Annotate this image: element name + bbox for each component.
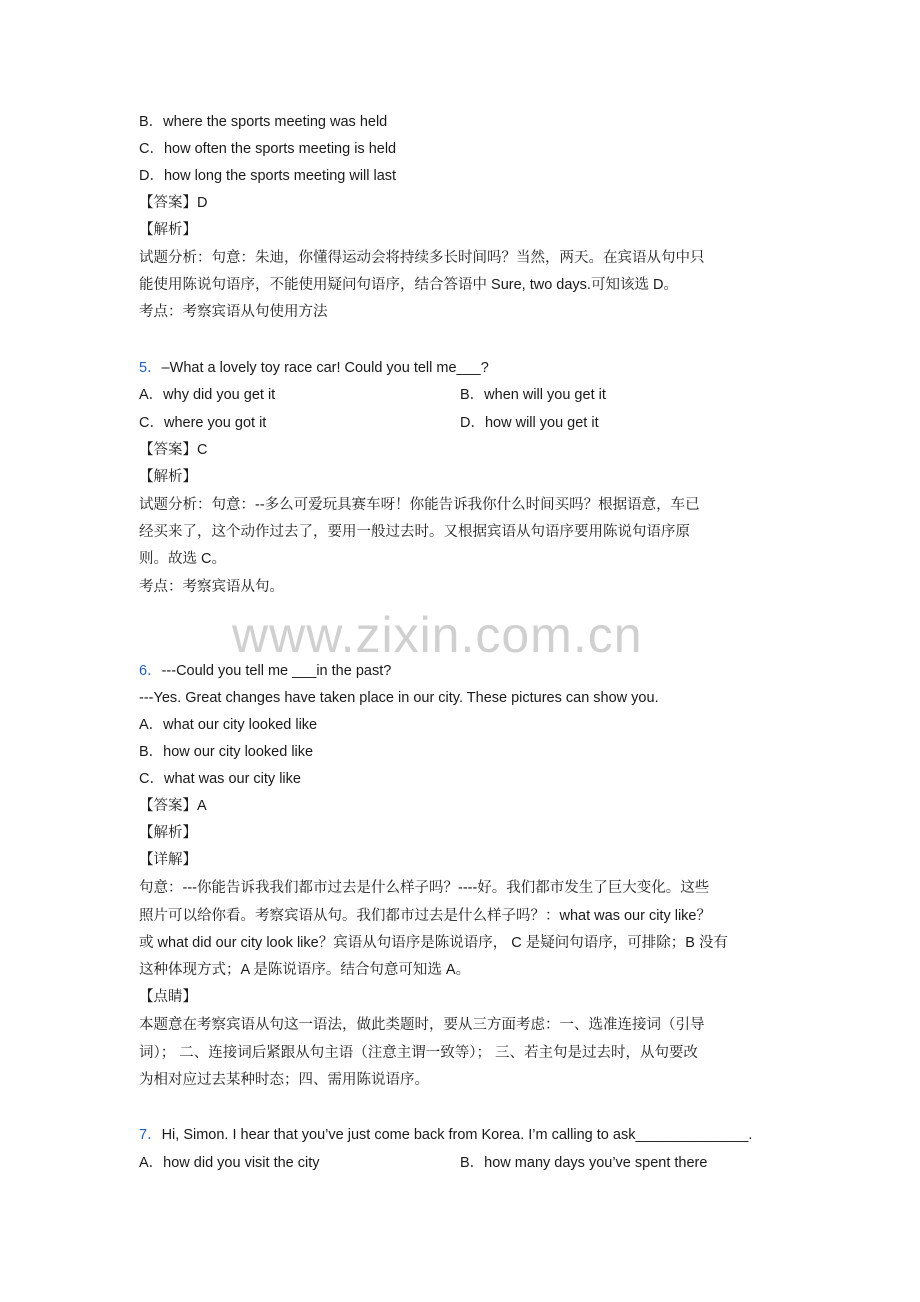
q5-number: 5． bbox=[139, 360, 162, 376]
q5-analysis-line: 则。故选 C。 bbox=[139, 551, 226, 567]
q6-option-a: A．what our city looked like bbox=[139, 717, 318, 733]
q6-stem-text: ---Could you tell me ___in the past? bbox=[161, 663, 392, 679]
q6-detail-line: 这种体现方式；A 是陈说语序。结合句意可知选 A。 bbox=[139, 962, 471, 978]
q4-analysis-line: 能使用陈说句语序，不能使用疑问句语序，结合答语中 Sure, two days.可知该选 D。 bbox=[139, 277, 678, 293]
q4-option-d: D．how long the sports meeting will last bbox=[139, 168, 397, 184]
q6-tip-line: 本题意在考察宾语从句这一语法，做此类题时，要从三方面考虑：一、选准连接词（引导 bbox=[139, 1017, 705, 1033]
q6-tip-line: 词）； 二、连接词后紧跟从句主语（注意主谓一致等）； 三、若主句是过去时，从句要改 bbox=[139, 1045, 699, 1061]
q7-stem-text: Hi, Simon. I hear that you’ve just come back from Korea. I’m calling to ask______________. bbox=[161, 1127, 753, 1143]
q5-option-c: C．where you got it bbox=[139, 415, 267, 431]
q4-point: 考点：考察宾语从句使用方法 bbox=[139, 304, 328, 320]
q7-stem bbox=[139, 1125, 752, 1145]
q4-answer: 【答案】D bbox=[139, 195, 208, 211]
q6-tip-title: 【点睛】 bbox=[139, 989, 197, 1005]
q6-option-b: B．how our city looked like bbox=[139, 744, 314, 760]
q5-option-d: D．how will you get it bbox=[460, 415, 599, 431]
q4-analysis-title: 【解析】 bbox=[139, 222, 197, 238]
q4-option-c: C．how often the sports meeting is held bbox=[139, 141, 397, 157]
q5-option-b: B．when will you get it bbox=[460, 387, 606, 403]
q6-tip-line: 为相对应过去某种时态；四、需用陈说语序。 bbox=[139, 1072, 429, 1088]
q6-detail-title: 【详解】 bbox=[139, 852, 197, 868]
q5-point: 考点：考察宾语从句。 bbox=[139, 579, 284, 595]
q6-detail-line: 句意：---你能告诉我我们都市过去是什么样子吗？----好。我们都市发生了巨大变化。这些 bbox=[139, 880, 710, 896]
q5-analysis-title: 【解析】 bbox=[139, 469, 197, 485]
q4-option-b: B．where the sports meeting was held bbox=[139, 114, 388, 130]
q6-stem bbox=[139, 661, 391, 681]
q7-option-b: B．how many days you’ve spent there bbox=[460, 1155, 708, 1171]
q5-answer: 【答案】C bbox=[139, 442, 208, 458]
q5-option-a: A．why did you get it bbox=[139, 387, 276, 403]
q4-analysis-line: 试题分析：句意：朱迪，你懂得运动会将持续多长时间吗？当然，两天。在宾语从句中只 bbox=[139, 250, 705, 266]
watermark: www.zixin.com.cn bbox=[232, 607, 643, 663]
q5-analysis-line: 经买来了，这个动作过去了，要用一般过去时。又根据宾语从句语序要用陈说句语序原 bbox=[139, 524, 690, 540]
q6-detail-line: 照片可以给你看。考察宾语从句。我们都市过去是什么样子吗？：what was our city like？ bbox=[139, 908, 711, 924]
q5-stem-text: –What a lovely toy race car! Could you tell me___? bbox=[161, 360, 489, 376]
q6-option-c: C．what was our city like bbox=[139, 771, 301, 787]
q6-number: 6． bbox=[139, 663, 162, 679]
q7-number: 7． bbox=[139, 1127, 162, 1143]
q5-stem bbox=[139, 358, 489, 378]
q6-detail-line: 或 what did our city look like？宾语从句语序是陈说语序， C 是疑问句语序，可排除；B 没有 bbox=[139, 935, 728, 951]
q5-analysis-line: 试题分析：句意：--多么可爱玩具赛车呀！你能告诉我你什么时间买吗？根据语意，车已 bbox=[139, 497, 700, 513]
q7-option-a: A．how did you visit the city bbox=[139, 1155, 320, 1171]
q6-analysis-title: 【解析】 bbox=[139, 825, 197, 841]
q6-answer: 【答案】A bbox=[139, 798, 207, 814]
q6-stem-reply: ---Yes. Great changes have taken place in our city. These pictures can show you. bbox=[139, 690, 659, 706]
